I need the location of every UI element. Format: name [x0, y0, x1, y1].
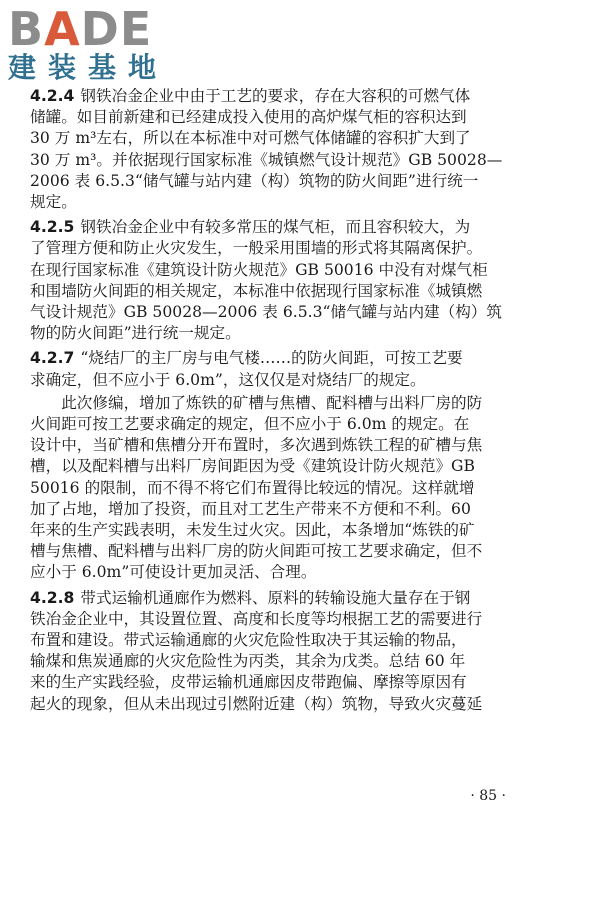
- line-text: 起火的现象，但从未出现过引燃附近建（构）筑物，导致火灾蔓延: [30, 694, 483, 713]
- line-text: 火间距可按工艺要求确定的规定，但不应小于 6.0m 的规定。在: [30, 415, 470, 434]
- text-line: [30, 370, 540, 391]
- text-line: [30, 520, 540, 541]
- line-text: 在现行国家标准《建筑设计防火规范》GB 50016 中没有对煤气柜: [30, 260, 488, 279]
- section-paragraph: [30, 348, 540, 390]
- line-text: 设计中，当矿槽和焦槽分开布置时，多次遇到炼铁工程的矿槽与焦: [30, 436, 483, 455]
- line-text: “烧结厂的主厂房与电气楼……的防火间距，可按工艺要: [80, 349, 463, 368]
- section-number: 4.2.5: [30, 218, 75, 237]
- logo-letter: B: [8, 2, 45, 56]
- line-text: 来的生产实践经验，皮带运输机通廊因皮带跑偏、摩擦等原因有: [30, 673, 467, 692]
- text-line: [30, 128, 540, 149]
- text-line: [30, 435, 540, 456]
- line-text: 2006 表 6.5.3“储气罐与站内建（构）筑物的防火间距”进行统一: [30, 171, 479, 190]
- line-text: 加了占地，增加了投资，而且对工艺生产带来不方便和不利。60: [30, 499, 471, 518]
- watermark-subtitle: 建装基地: [8, 51, 169, 84]
- text-line: [30, 192, 540, 213]
- line-text: 30 万 m³左右，所以在本标准中对可燃气体储罐的容积扩大到了: [30, 129, 471, 148]
- text-line: [30, 302, 540, 323]
- line-text: 物的防火间距”进行统一规定。: [30, 324, 241, 343]
- line-text: 求确定，但不应小于 6.0m”，这仅仅是对烧结厂的规定。: [30, 370, 426, 389]
- text-line: [30, 171, 540, 192]
- line-text: 槽与焦槽、配料槽与出料厂房的防火间距可按工艺要求确定，但不: [30, 542, 483, 561]
- section-number: 4.2.4: [30, 87, 75, 105]
- section-paragraph: [30, 393, 540, 584]
- logo-letters: DE: [80, 2, 153, 56]
- line-text: 气设计规范》GB 50028—2006 表 6.5.3“储气罐与站内建（构）筑: [30, 303, 503, 322]
- text-line: [30, 694, 540, 715]
- watermark-logo: [8, 4, 178, 84]
- text-line: [30, 651, 540, 672]
- line-text: 50016 的限制，而不得不将它们布置得比较远的情况。这样就增: [30, 478, 475, 497]
- line-text: 铁冶金企业中，其设置位置、高度和长度等均根据工艺的需要进行: [30, 609, 483, 628]
- line-text: 规定。: [30, 193, 77, 212]
- text-line: [30, 260, 540, 281]
- text-line: [30, 456, 540, 477]
- line-text: 此次修编，增加了炼铁的矿槽与焦槽、配料槽与出料厂房的防: [61, 393, 483, 412]
- text-line: [30, 609, 540, 630]
- line-text: 30 万 m³。并依据现行国家标准《城镇燃气设计规范》GB 50028—: [30, 150, 503, 169]
- text-line: [30, 588, 540, 609]
- text-line: [30, 672, 540, 693]
- line-text: 储罐。如目前新建和已经建成投入使用的高炉煤气柜的容积达到: [30, 108, 467, 127]
- line-text: 输煤和焦炭通廊的火灾危险性为丙类，其余为戊类。总结 60 年: [30, 652, 466, 671]
- document-body: [30, 86, 540, 715]
- line-text: 布置和建设。带式运输通廊的火灾危险性取决于其运输的物品，: [30, 631, 467, 650]
- text-line: [30, 562, 540, 583]
- section-number: 4.2.7: [30, 349, 75, 368]
- watermark-logo-text: [8, 4, 178, 54]
- line-text: 应小于 6.0m”可使设计更加灵活、合理。: [30, 563, 317, 582]
- text-line: [30, 499, 540, 520]
- text-line: [30, 478, 540, 499]
- logo-accent-letter: A: [44, 2, 81, 56]
- text-line: [30, 630, 540, 651]
- section-paragraph: [30, 86, 540, 213]
- text-line: [30, 414, 540, 435]
- line-text: 钢铁冶金企业中由于工艺的要求，存在大容积的可燃气体: [80, 87, 471, 105]
- text-line: [30, 393, 540, 414]
- text-line: [30, 238, 540, 259]
- section-paragraph: [30, 588, 540, 715]
- line-text: 和围墙防火间距的相关规定，本标准中依据现行国家标准《城镇燃: [30, 281, 483, 300]
- section-paragraph: [30, 217, 540, 344]
- text-line: [30, 348, 540, 369]
- section-number: 4.2.8: [30, 588, 75, 607]
- line-text: 年来的生产实践表明，未发生过火灾。因此，本条增加“炼铁的矿: [30, 521, 475, 540]
- text-line: [30, 150, 540, 171]
- line-text: 了管理方便和防止火灾发生，一般采用围墙的形式将其隔离保护。: [30, 239, 483, 258]
- line-text: 带式运输机通廊作为燃料、原料的转输设施大量存在于钢: [80, 588, 471, 607]
- line-text: 钢铁冶金企业中有较多常压的煤气柜，而且容积较大，为: [80, 218, 471, 237]
- text-line: [30, 323, 540, 344]
- line-text: 槽，以及配料槽与出料厂房间距因为受《建筑设计防火规范》GB: [30, 457, 475, 476]
- text-line: [30, 281, 540, 302]
- page-number: · 85 ·: [470, 788, 506, 804]
- text-line: [30, 86, 540, 107]
- text-line: [30, 541, 540, 562]
- text-line: [30, 217, 540, 238]
- text-line: [30, 107, 540, 128]
